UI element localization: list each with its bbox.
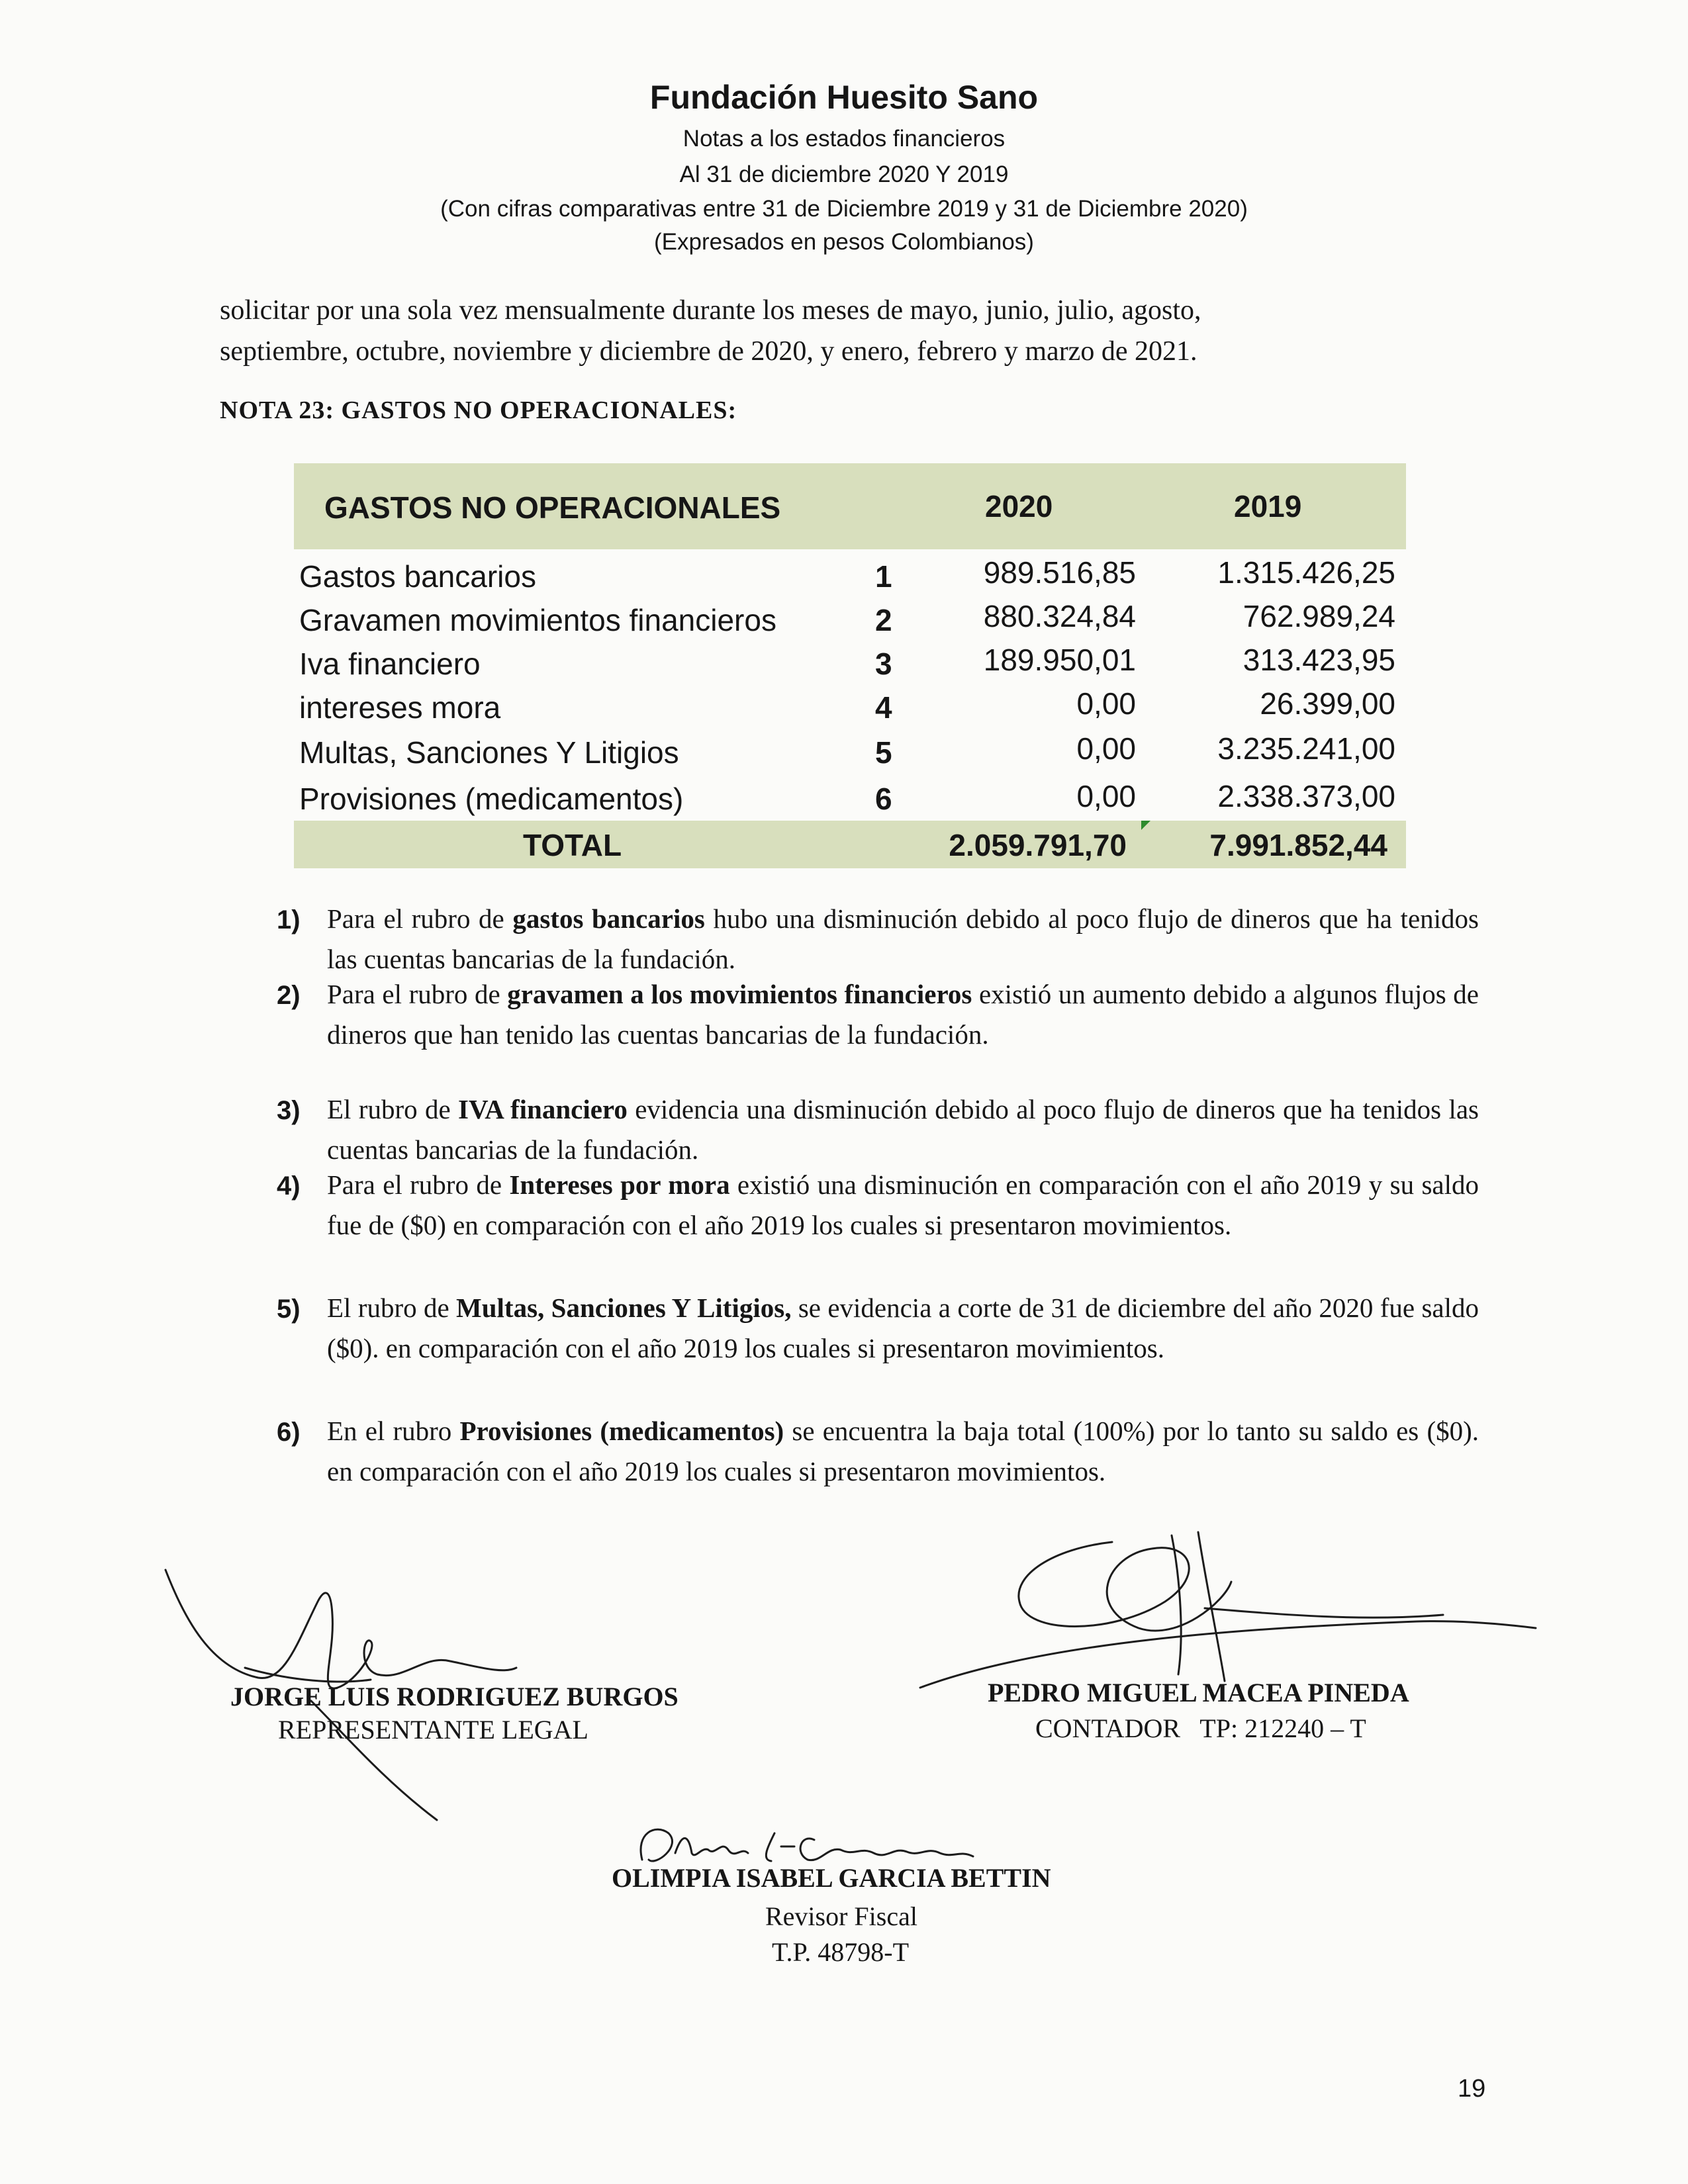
row-value-2019: 26.399,00 <box>1260 686 1395 721</box>
row-note-ref: 5 <box>875 735 892 770</box>
note-text <box>327 1165 1479 1246</box>
row-value-2020: 989.516,85 <box>983 555 1136 590</box>
note-text-pre: El rubro de <box>327 1094 458 1124</box>
note-text-post: existió un aumento debido a algunos flujos de dineros que han tenido las cuentas bancarias de la fundación. <box>327 979 1479 1050</box>
row-label: Iva financiero <box>299 647 481 681</box>
note-text-pre: Para el rubro de <box>327 979 508 1009</box>
note-text-post: evidencia una disminución debido al poco flujo de dineros que ha tenidos las cuentas bancarias de la fundación. <box>327 1094 1479 1165</box>
note-text-bold: Multas, Sanciones Y Litigios, <box>456 1293 792 1323</box>
note-text <box>327 1411 1479 1492</box>
note-text-post: se encuentra la baja total (100%) por lo tanto su saldo es ($0). en comparación con el año 2019 los cuales si presentaron movimientos. <box>327 1416 1479 1486</box>
note-text-pre: Para el rubro de <box>327 1169 510 1200</box>
signature-contador <box>914 1529 1549 1701</box>
note-number: 5) <box>277 1295 301 1324</box>
note-number: 2) <box>277 981 301 1010</box>
table-header-label: GASTOS NO OPERACIONALES <box>324 490 781 525</box>
rep-name: JORGE LUIS RODRIGUEZ BURGOS <box>230 1682 679 1711</box>
row-value-2020: 0,00 <box>1076 686 1136 721</box>
row-value-2020: 189.950,01 <box>983 643 1136 677</box>
row-value-2020: 0,00 <box>1076 731 1136 766</box>
row-label: intereses mora <box>299 690 501 725</box>
note-text-post: existió una disminución en comparación con el año 2019 y su saldo fue de ($0) en comparación con el año 2019 los cuales si presentaron movimientos. <box>327 1169 1479 1240</box>
rep-role: REPRESENTANTE LEGAL <box>278 1715 588 1745</box>
row-note-ref: 1 <box>875 559 892 594</box>
note-text-bold: IVA financiero <box>458 1094 628 1124</box>
subtitle-comparative: (Con cifras comparativas entre 31 de Diciembre 2019 y 31 de Diciembre 2020) <box>440 196 1248 222</box>
total-value-2019: 7.991.852,44 <box>1209 828 1387 862</box>
row-note-ref: 3 <box>875 647 892 681</box>
document-title: Fundación Huesito Sano <box>649 79 1039 116</box>
note-text-bold: gravamen a los movimientos financieros <box>507 979 972 1009</box>
note-text-post: se evidencia a corte de 31 de diciembre del año 2020 fue saldo ($0). en comparación con el año 2019 los cuales si presentaron movimientos. <box>327 1293 1479 1363</box>
note-text <box>327 1089 1479 1170</box>
row-value-2019: 313.423,95 <box>1243 643 1395 677</box>
note-number: 1) <box>277 905 301 934</box>
note-text-pre: El rubro de <box>327 1293 457 1323</box>
revisor-tp: T.P. 48798-T <box>772 1937 910 1967</box>
table-header-2019: 2019 <box>1234 489 1302 523</box>
row-note-ref: 6 <box>875 782 892 816</box>
row-note-ref: 4 <box>875 690 892 725</box>
row-value-2019: 762.989,24 <box>1243 599 1395 633</box>
note-text-post: hubo una disminución debido al poco flujo de dineros que ha tenidos las cuentas bancarias de la fundación. <box>327 903 1479 974</box>
subtitle-date: Al 31 de diciembre 2020 Y 2019 <box>679 161 1009 187</box>
intro-line-1: solicitar por una sola vez mensualmente durante los meses de mayo, junio, julio, agosto, <box>220 295 1201 326</box>
note-text-bold: Provisiones (medicamentos) <box>459 1416 784 1446</box>
row-label: Provisiones (medicamentos) <box>299 782 684 816</box>
note-text-pre: Para el rubro de <box>327 903 513 934</box>
row-value-2019: 2.338.373,00 <box>1217 779 1395 813</box>
row-value-2019: 1.315.426,25 <box>1217 555 1395 590</box>
total-label: TOTAL <box>523 828 622 862</box>
total-value-2020: 2.059.791,70 <box>949 828 1127 862</box>
row-value-2020: 880.324,84 <box>983 599 1136 633</box>
row-label: Multas, Sanciones Y Litigios <box>299 735 679 770</box>
subtitle-currency: (Expresados en pesos Colombianos) <box>654 229 1034 255</box>
section-heading: NOTA 23: GASTOS NO OPERACIONALES: <box>220 396 737 424</box>
note-text <box>327 974 1479 1055</box>
note-text-bold: gastos bancarios <box>512 903 705 934</box>
note-text-bold: Intereses por mora <box>509 1169 730 1200</box>
note-number: 4) <box>277 1171 301 1201</box>
row-label: Gastos bancarios <box>299 559 536 594</box>
note-text <box>327 899 1479 979</box>
contador-name: PEDRO MIGUEL MACEA PINEDA <box>988 1678 1409 1707</box>
page-number: 19 <box>1458 2075 1486 2103</box>
subtitle-notes: Notas a los estados financieros <box>682 126 1006 152</box>
table-header-2020: 2020 <box>985 489 1053 523</box>
cell-comment-marker <box>1141 821 1150 830</box>
note-number: 6) <box>277 1418 301 1447</box>
row-value-2020: 0,00 <box>1076 779 1136 813</box>
intro-line-2: septiembre, octubre, noviembre y diciembre de 2020, y enero, febrero y marzo de 2021. <box>220 336 1197 367</box>
note-number: 3) <box>277 1096 301 1125</box>
revisor-role: Revisor Fiscal <box>765 1901 917 1931</box>
row-label: Gravamen movimientos financieros <box>299 603 776 637</box>
row-note-ref: 2 <box>875 603 892 637</box>
revisor-name: OLIMPIA ISABEL GARCIA BETTIN <box>612 1863 1051 1893</box>
note-text <box>327 1288 1479 1369</box>
contador-role: CONTADOR TP: 212240 – T <box>1035 1713 1366 1743</box>
row-value-2019: 3.235.241,00 <box>1217 731 1395 766</box>
note-text-pre: En el rubro <box>327 1416 460 1446</box>
